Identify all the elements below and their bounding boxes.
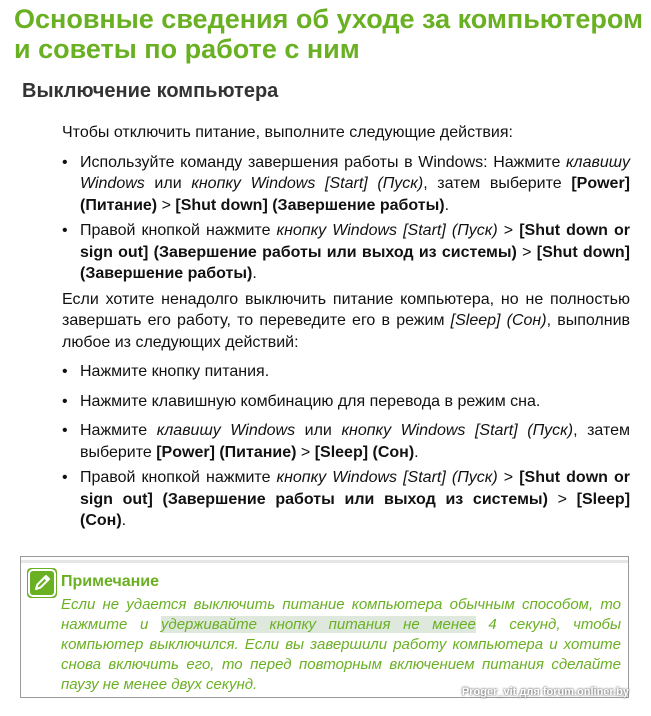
shutdown-list [62, 152, 630, 285]
note-text: Если не удается выключить питание компьютера обычным способом, то нажмите и удерживайте кнопку питания не менее 4 секунд, чтобы компьютер выключился. Если вы завершили работу компьютера и хотите снова включить его, то перед повторным включением питания сделайте паузу не менее двух секунд. [61, 596, 622, 693]
note-title: Примечание [61, 573, 160, 590]
sleep-list [62, 361, 630, 532]
list-item: • Используйте команду завершения работы в Windows: Нажмите клавишу Windows или кнопку Windows [Start] (Пуск), затем выберите [Power] (Питание) > [Shut down] (Завершение работы). [62, 152, 630, 217]
section-title: Выключение компьютера [22, 80, 279, 102]
watermark: Proger_vit для forum.onliner.by [461, 686, 629, 698]
list-item: • Правой кнопкой нажмите кнопку Windows [Start] (Пуск) > [Shut down or sign out] (Завершение работы или выход из системы) > [Sleep] (Сон). [62, 467, 630, 532]
main-content [62, 122, 630, 536]
list-item: • Правой кнопкой нажмите кнопку Windows [Start] (Пуск) > [Shut down or sign out] (Завершение работы или выход из системы) > [Shut down] (Завершение работы). [62, 220, 630, 285]
note-highlight: удерживайте кнопку питания не менее [160, 616, 476, 633]
list-item: • Нажмите клавишу Windows или кнопку Windows [Start] (Пуск), затем выберите [Power] (Питание) > [Sleep] (Сон). [62, 420, 630, 463]
list-item: • Нажмите клавишную комбинацию для перевода в режим сна. [62, 391, 630, 413]
pencil-icon [27, 568, 57, 598]
intro-paragraph: Чтобы отключить питание, выполните следующие действия: [62, 124, 513, 141]
page-title: Основные сведения об уходе за компьютером и советы по работе с ним [14, 4, 644, 64]
sleep-intro-paragraph: Если хотите ненадолго выключить питание компьютера, но не полностью завершать его работу, то переведите его в режим [Sleep] (Сон), выполнив любое из следующих действий: [62, 290, 631, 351]
list-item: • Нажмите кнопку питания. [62, 361, 630, 383]
note-box [20, 556, 629, 698]
